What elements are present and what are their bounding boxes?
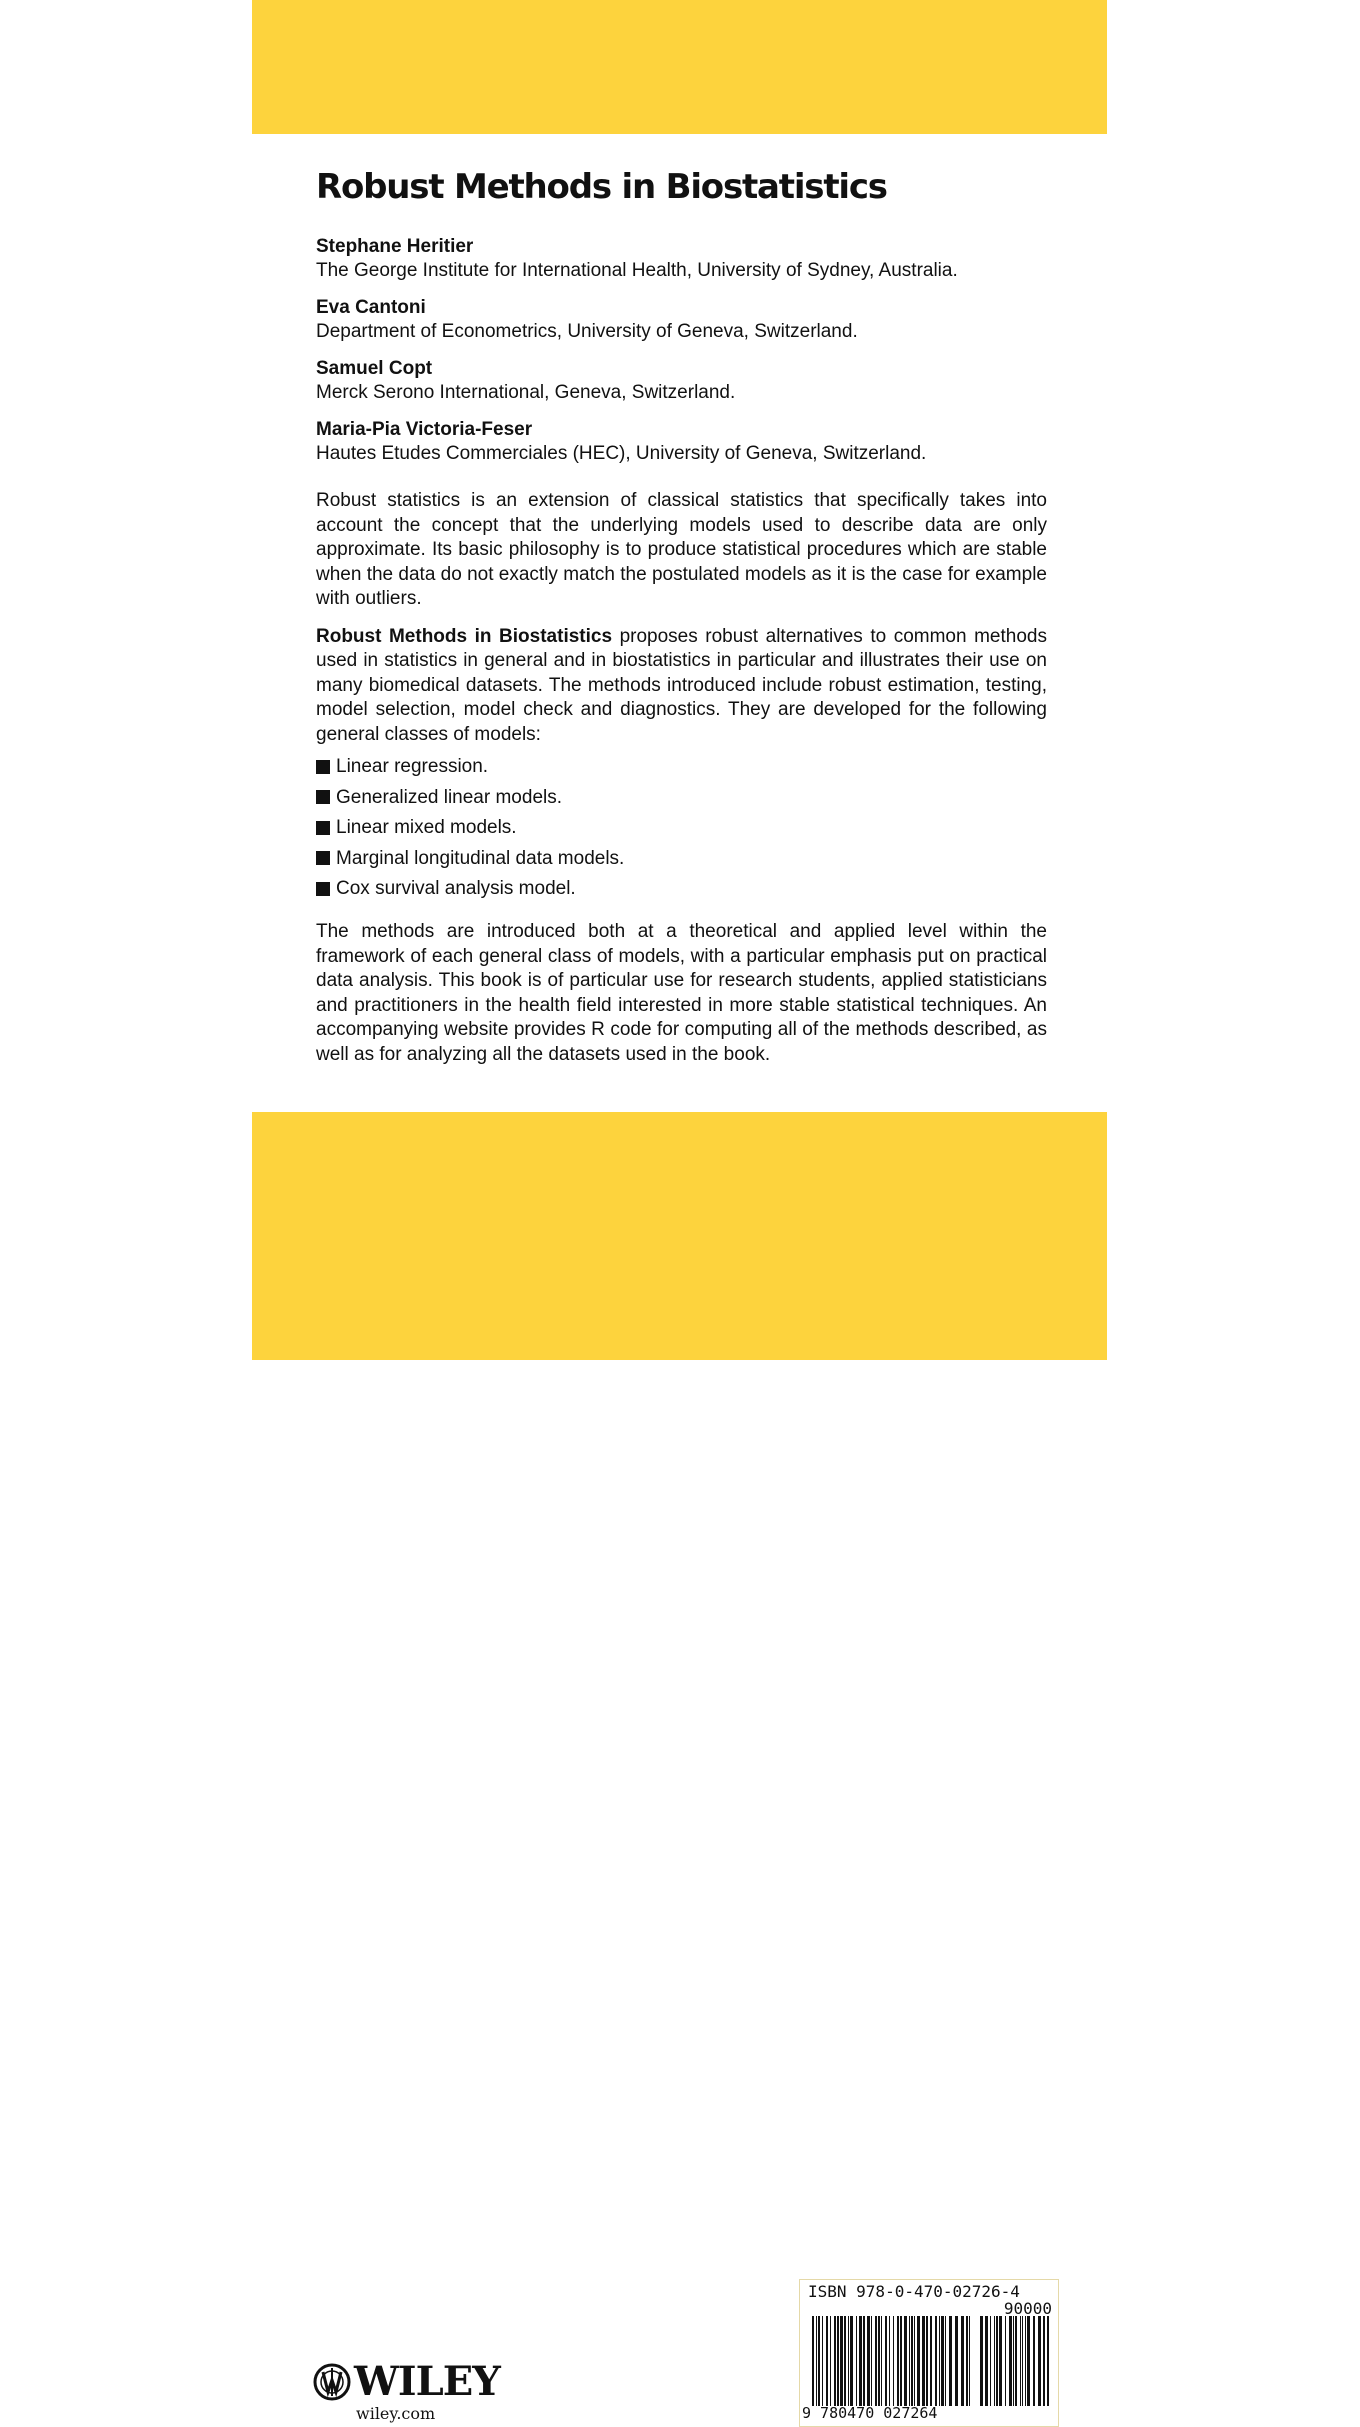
book-title-inline: Robust Methods in Biostatistics (316, 625, 613, 647)
list-item (316, 785, 1047, 810)
author-name: Maria-Pia Victoria-Feser (316, 419, 533, 440)
square-bullet-icon (316, 790, 330, 804)
square-bullet-icon (316, 821, 330, 835)
book-title: Robust Methods in Biostatistics (316, 167, 887, 207)
publisher-logo (312, 2358, 500, 2424)
list-item-label: Cox survival analysis model. (336, 878, 576, 899)
square-bullet-icon (316, 851, 330, 865)
price-code: 90000 (1003, 2299, 1052, 2318)
paragraph-2-text: proposes robust alternatives to common methods used in statistics in general and in biostatistics in particular and illustrates their use on many biomedical datasets. The methods introduced include robust estimation, testing, model selection, model check and diagnostics. They are developed for the following general classes of models: (316, 625, 1047, 745)
cover-content (316, 160, 1047, 1067)
description-paragraph-2 (316, 625, 1047, 748)
author-entry (316, 295, 1047, 344)
author-name: Stephane Heritier (316, 236, 474, 257)
square-bullet-icon (316, 760, 330, 774)
list-item (316, 754, 1047, 779)
author-affiliation: Hautes Etudes Commerciales (HEC), University of Geneva, Switzerland. (316, 443, 927, 464)
square-bullet-icon (316, 882, 330, 896)
bottom-color-band (252, 1112, 1107, 2423)
author-name: Eva Cantoni (316, 297, 426, 318)
isbn-barcode (799, 2279, 1059, 2427)
author-entry (316, 356, 1047, 405)
description-paragraph-3: The methods are introduced both at a theoretical and applied level within the framework of each general class of models, with a particular emphasis put on practical data analysis. This book is of particular use for research students, applied statisticians and practitioners in the health field interested in more stable statistical techniques. An accompanying website provides R code for computing all of the methods described, as well as for analyzing all the datasets used in the book. (316, 921, 1047, 1065)
author-affiliation: Department of Econometrics, University of Geneva, Switzerland. (316, 321, 858, 342)
list-item-label: Linear regression. (336, 756, 489, 777)
list-item-label: Generalized linear models. (336, 786, 563, 808)
author-entry (316, 417, 1047, 466)
top-color-band (252, 0, 1107, 134)
publisher-url: wiley.com (356, 2404, 436, 2423)
author-name: Samuel Copt (316, 358, 433, 379)
ean-digits: 9 780470 027264 (802, 2404, 938, 2422)
wiley-emblem-icon (312, 2360, 352, 2404)
author-affiliation: The George Institute for International Health, University of Sydney, Australia. (316, 260, 958, 281)
model-class-list (316, 754, 1047, 901)
isbn-label: ISBN 978-0-470-02726-4 (808, 2282, 1020, 2301)
author-affiliation: Merck Serono International, Geneva, Switzerland. (316, 382, 736, 403)
publisher-name: WILEY (354, 2358, 500, 2405)
list-item-label: Marginal longitudinal data models. (336, 847, 625, 869)
author-entry (316, 234, 1047, 283)
list-item (316, 876, 1047, 901)
description-paragraph-1: Robust statistics is an extension of classical statistics that specifically takes into account the concept that the underlying models used to describe data are only approximate. Its basic philosophy is to produce statistical procedures which are stable when the data do not exactly match the postulated models as it is the case for example with outliers. (316, 490, 1047, 609)
author-list (316, 234, 1047, 466)
list-item-label: Linear mixed models. (336, 817, 517, 838)
list-item (316, 815, 1047, 840)
book-back-cover (252, 0, 1107, 2423)
list-item (316, 846, 1047, 871)
